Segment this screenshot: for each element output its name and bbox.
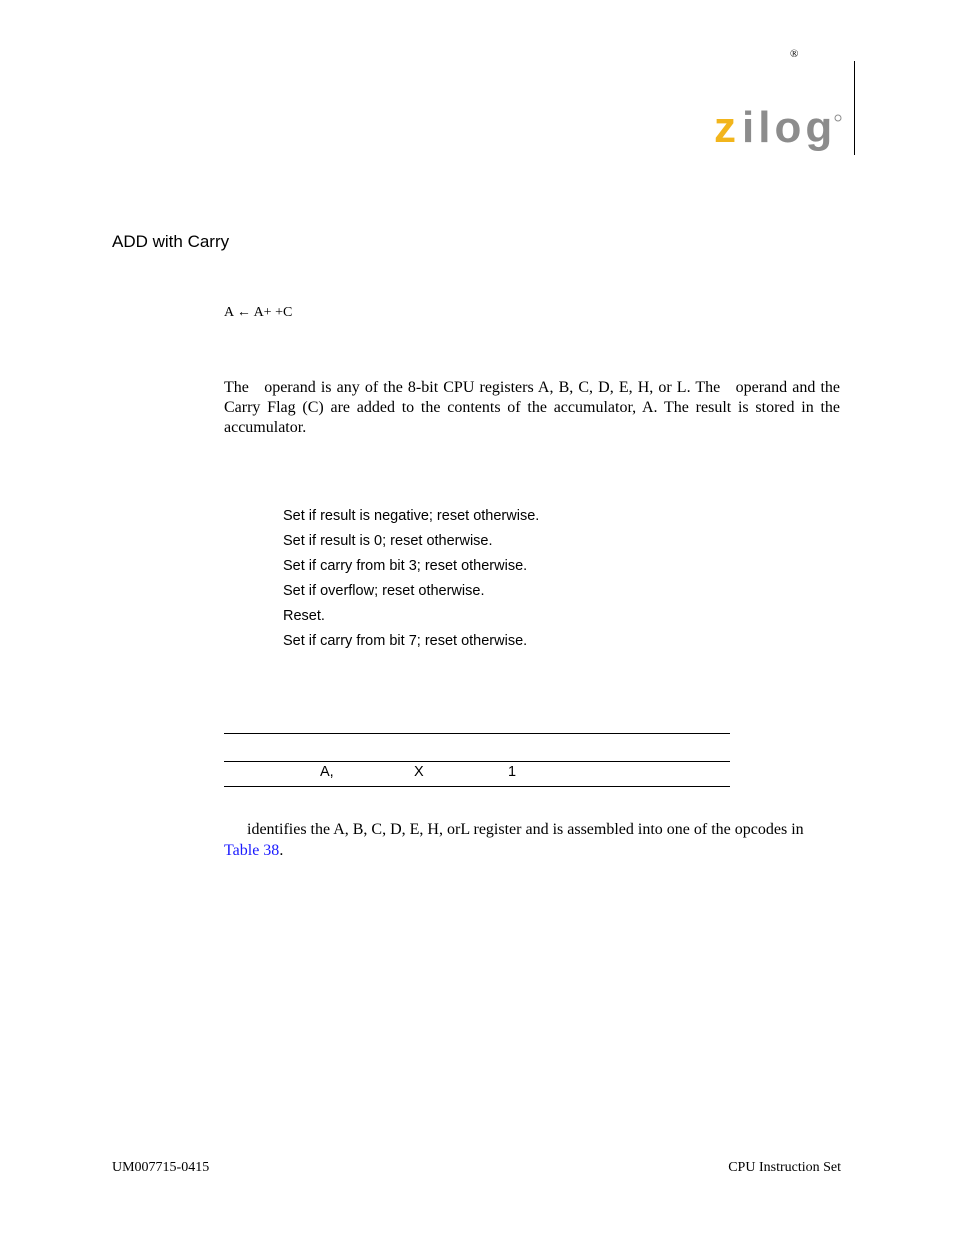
table-38-link[interactable]: Table 38 xyxy=(224,842,280,859)
flag-c-description: Set if carry from bit 7; reset otherwise. xyxy=(283,633,528,649)
header-divider xyxy=(854,61,855,155)
table-cell-type: X xyxy=(414,764,424,780)
footer-document-id: UM007715-0415 xyxy=(112,1160,210,1175)
logo-z: z xyxy=(714,104,736,152)
flag-z-description: Set if result is 0; reset otherwise. xyxy=(283,533,493,549)
footer-section-title: CPU Instruction Set xyxy=(728,1160,841,1175)
table-header-rule xyxy=(224,761,730,762)
flag-h-description: Set if carry from bit 3; reset otherwise. xyxy=(283,558,528,574)
table-bottom-rule xyxy=(224,786,730,787)
note-suffix: . xyxy=(279,842,284,859)
flag-pv-description: Set if overflow; reset otherwise. xyxy=(283,583,485,599)
flag-n-description: Reset. xyxy=(283,608,325,624)
note-paragraph xyxy=(224,819,840,861)
registered-trademark: ® xyxy=(790,48,799,60)
description-paragraph: The operand is any of the 8-bit CPU registers A, B, C, D, E, H, or L. The operand and the Carry Flag (C) are added to the contents of the accumulator, A. The result is stored in the accumulator. xyxy=(224,379,844,436)
table-cell-operand: A, xyxy=(320,764,334,780)
operation-formula: A ← A+ +C xyxy=(224,305,293,320)
table-cell-count: 1 xyxy=(508,764,517,780)
note-text: identifies the A, B, C, D, E, H, orL register and is assembled into one of the opcodes in xyxy=(247,821,804,838)
logo-ilog: ilog xyxy=(742,104,837,152)
flag-s-description: Set if result is negative; reset otherwise. xyxy=(283,508,540,524)
table-top-rule xyxy=(224,733,730,734)
zilog-logo xyxy=(712,104,850,158)
section-heading: ADD with Carry xyxy=(112,232,230,251)
